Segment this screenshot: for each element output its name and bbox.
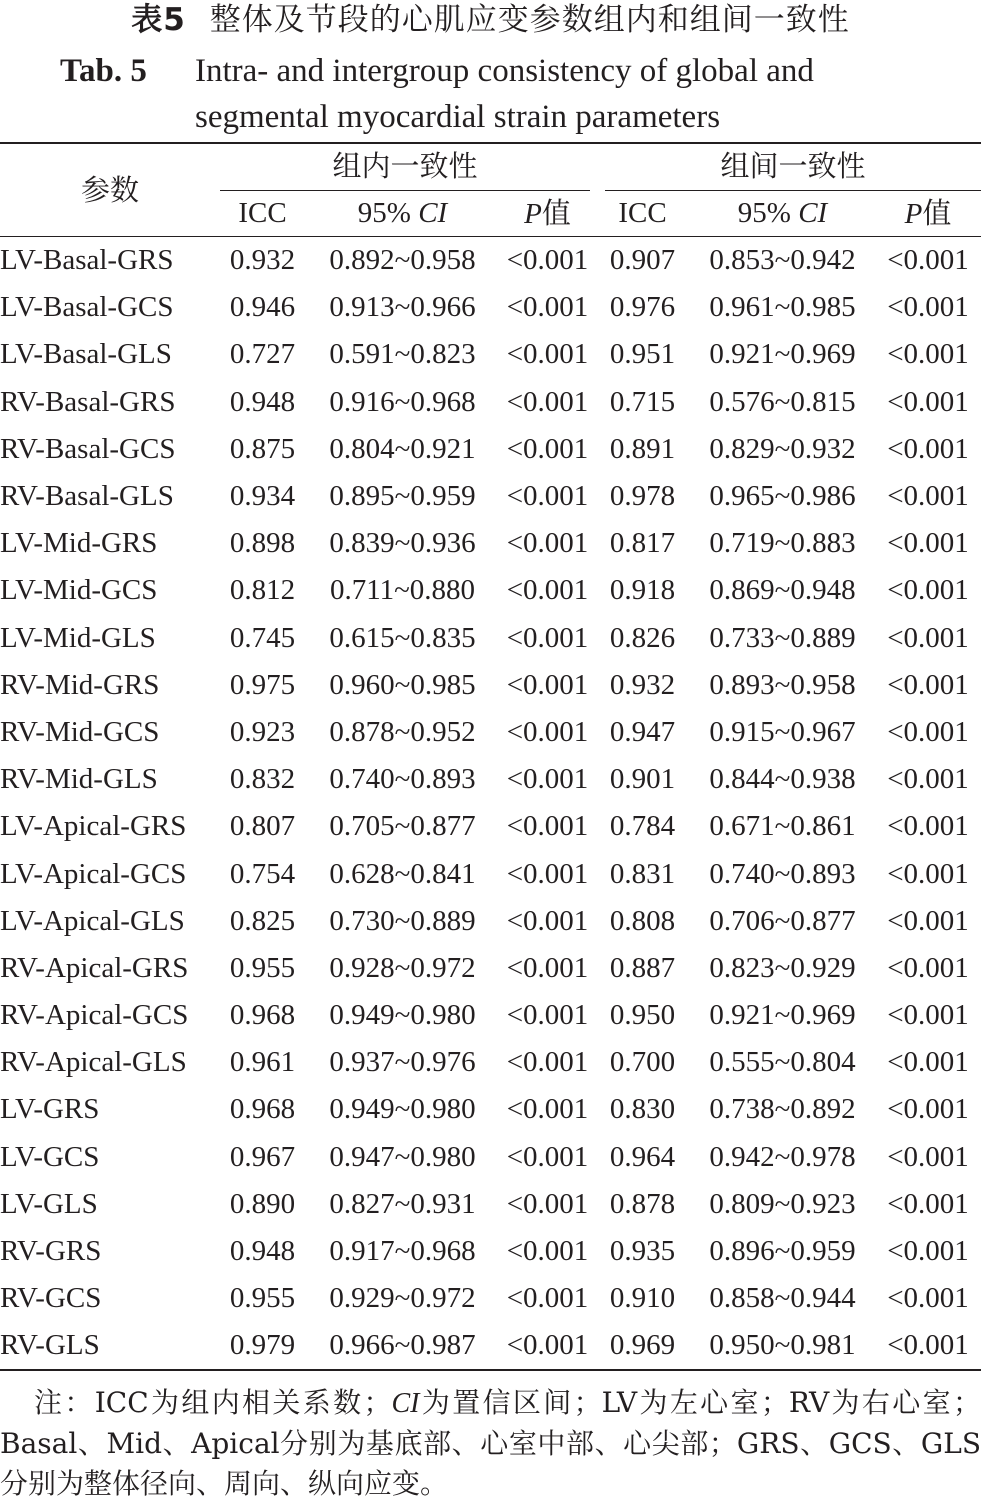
cell-icc1: 0.754 (229, 857, 296, 890)
header-p-label: P (904, 198, 923, 230)
cell-p1: <0.001 (506, 574, 589, 607)
cell-ci1: 0.916~0.968 (329, 385, 476, 418)
cell-icc2: 0.808 (609, 904, 676, 937)
top-rule (0, 142, 981, 144)
cell-p2: <0.001 (887, 668, 969, 701)
group-rule-intra (220, 190, 590, 191)
cell-icc1: 0.934 (229, 480, 296, 513)
cell-p1: <0.001 (506, 1187, 589, 1220)
header-p-suffix: 值 (541, 196, 571, 230)
cell-ci2: 0.719~0.883 (709, 527, 856, 560)
cell-icc2: 0.784 (609, 810, 676, 843)
header-ci-inter (690, 193, 875, 233)
table-body (0, 237, 981, 1370)
table-row (0, 992, 981, 1039)
cell-param: LV-Basal-GLS (0, 338, 172, 371)
header-p-inter (875, 193, 981, 234)
cell-param: LV-GLS (0, 1187, 98, 1220)
table-row (0, 284, 981, 331)
cell-ci1: 0.913~0.966 (329, 291, 476, 324)
table-row (0, 803, 981, 850)
header-icc-inter: ICC (618, 197, 667, 229)
cell-icc2: 0.878 (609, 1187, 676, 1220)
cell-p2: <0.001 (887, 244, 969, 277)
cell-ci2: 0.823~0.929 (709, 951, 856, 984)
cell-p2: <0.001 (887, 1187, 969, 1220)
cell-ci2: 0.576~0.815 (709, 385, 856, 418)
table-row (0, 473, 981, 520)
cell-p1: <0.001 (506, 244, 589, 277)
cell-param: RV-GRS (0, 1235, 102, 1268)
cell-ci1: 0.804~0.921 (329, 432, 476, 465)
cell-p2: <0.001 (887, 291, 969, 324)
cell-icc1: 0.955 (229, 1282, 296, 1315)
cell-icc1: 0.832 (229, 763, 296, 796)
cell-icc1: 0.948 (229, 385, 296, 418)
cell-ci1: 0.827~0.931 (329, 1187, 476, 1220)
cell-p1: <0.001 (506, 527, 589, 560)
cell-icc2: 0.969 (609, 1329, 676, 1362)
table-row (0, 662, 981, 709)
table-row (0, 898, 981, 945)
cell-p1: <0.001 (506, 715, 589, 748)
cell-p1: <0.001 (506, 1282, 589, 1315)
cell-ci2: 0.921~0.969 (709, 338, 856, 371)
cell-ci2: 0.829~0.932 (709, 432, 856, 465)
cell-param: RV-Apical-GCS (0, 999, 189, 1032)
cell-ci2: 0.844~0.938 (709, 763, 856, 796)
table-row (0, 1322, 981, 1369)
table-row (0, 709, 981, 756)
cell-icc1: 0.946 (229, 291, 296, 324)
table-row (0, 567, 981, 614)
cell-p1: <0.001 (506, 480, 589, 513)
cell-icc2: 0.951 (609, 338, 676, 371)
cell-icc1: 0.923 (229, 715, 296, 748)
header-ci-label: CI (418, 197, 448, 229)
cell-icc1: 0.898 (229, 527, 296, 560)
table-row (0, 1086, 981, 1133)
cell-param: RV-Basal-GLS (0, 480, 174, 513)
cell-icc2: 0.947 (609, 715, 676, 748)
cell-param: LV-Basal-GRS (0, 244, 174, 277)
cell-icc2: 0.950 (609, 999, 676, 1032)
header-p-intra (500, 193, 595, 234)
table-row (0, 1181, 981, 1228)
cell-p1: <0.001 (506, 1329, 589, 1362)
table-title-en-line2: segmental myocardial strain parameters (195, 99, 721, 135)
cell-ci2: 0.809~0.923 (709, 1187, 856, 1220)
cell-ci1: 0.917~0.968 (329, 1235, 476, 1268)
header-icc-intra: ICC (238, 197, 287, 229)
cell-p1: <0.001 (506, 999, 589, 1032)
cell-ci1: 0.839~0.936 (329, 527, 476, 560)
cell-param: LV-Mid-GRS (0, 527, 158, 560)
table-title-en (60, 48, 940, 140)
cell-p1: <0.001 (506, 668, 589, 701)
cell-icc1: 0.967 (229, 1140, 296, 1173)
cell-param: LV-Apical-GLS (0, 904, 185, 937)
cell-icc1: 0.955 (229, 951, 296, 984)
cell-param: LV-Mid-GCS (0, 574, 158, 607)
table-row (0, 1134, 981, 1181)
cell-ci1: 0.730~0.889 (329, 904, 476, 937)
cell-p1: <0.001 (506, 1235, 589, 1268)
cell-ci2: 0.893~0.958 (709, 668, 856, 701)
cell-p2: <0.001 (887, 951, 969, 984)
cell-icc2: 0.700 (609, 1046, 676, 1079)
cell-icc2: 0.826 (609, 621, 676, 654)
cell-ci1: 0.895~0.959 (329, 480, 476, 513)
header-ci-label: CI (798, 197, 828, 229)
cell-icc2: 0.887 (609, 951, 676, 984)
cell-p1: <0.001 (506, 951, 589, 984)
table-row (0, 331, 981, 378)
cell-p2: <0.001 (887, 1140, 969, 1173)
cell-ci2: 0.961~0.985 (709, 291, 856, 324)
cell-ci1: 0.892~0.958 (329, 244, 476, 277)
table-row (0, 615, 981, 662)
cell-p1: <0.001 (506, 1046, 589, 1079)
cell-p2: <0.001 (887, 527, 969, 560)
cell-p2: <0.001 (887, 1093, 969, 1126)
header-ci-prefix: 95% (357, 197, 419, 229)
cell-param: RV-Apical-GLS (0, 1046, 187, 1079)
cell-icc1: 0.968 (229, 999, 296, 1032)
cell-ci2: 0.921~0.969 (709, 999, 856, 1032)
cell-param: LV-Apical-GRS (0, 810, 187, 843)
cell-param: LV-Basal-GCS (0, 291, 174, 324)
cell-param: RV-Basal-GRS (0, 385, 176, 418)
cell-p2: <0.001 (887, 1329, 969, 1362)
cell-ci1: 0.628~0.841 (329, 857, 476, 890)
cell-ci2: 0.942~0.978 (709, 1140, 856, 1173)
cell-param: LV-Apical-GCS (0, 857, 187, 890)
cell-param: RV-Mid-GRS (0, 668, 160, 701)
cell-param: LV-GRS (0, 1093, 100, 1126)
cell-p2: <0.001 (887, 763, 969, 796)
cell-p1: <0.001 (506, 385, 589, 418)
cell-ci2: 0.738~0.892 (709, 1093, 856, 1126)
cell-p1: <0.001 (506, 904, 589, 937)
header-group-inter: 组间一致性 (720, 149, 866, 183)
table-title-en-line1: Intra- and intergroup consistency of global and (195, 53, 814, 89)
table-row (0, 756, 981, 803)
table-title-cn-text: 整体及节段的心肌应变参数组内和组间一致性 (209, 2, 850, 38)
cell-p2: <0.001 (887, 338, 969, 371)
cell-icc1: 0.727 (229, 338, 296, 371)
cell-ci1: 0.949~0.980 (329, 999, 476, 1032)
cell-icc2: 0.907 (609, 244, 676, 277)
cell-param: LV-GCS (0, 1140, 100, 1173)
cell-ci1: 0.928~0.972 (329, 951, 476, 984)
cell-p2: <0.001 (887, 999, 969, 1032)
note-prefix: 注：ICC为组内相关系数； (34, 1386, 392, 1419)
cell-icc2: 0.817 (609, 527, 676, 560)
cell-icc1: 0.961 (229, 1046, 296, 1079)
cell-icc2: 0.831 (609, 857, 676, 890)
cell-ci1: 0.740~0.893 (329, 763, 476, 796)
note-ci-label: CI (391, 1388, 420, 1419)
cell-ci1: 0.966~0.987 (329, 1329, 476, 1362)
cell-icc2: 0.910 (609, 1282, 676, 1315)
cell-icc1: 0.745 (229, 621, 296, 654)
cell-p2: <0.001 (887, 574, 969, 607)
cell-icc2: 0.964 (609, 1140, 676, 1173)
cell-ci1: 0.591~0.823 (329, 338, 476, 371)
cell-icc2: 0.715 (609, 385, 676, 418)
cell-ci1: 0.947~0.980 (329, 1140, 476, 1173)
cell-ci2: 0.896~0.959 (709, 1235, 856, 1268)
table-row (0, 1228, 981, 1275)
cell-param: RV-Mid-GCS (0, 715, 160, 748)
cell-p2: <0.001 (887, 1046, 969, 1079)
cell-ci1: 0.949~0.980 (329, 1093, 476, 1126)
cell-icc1: 0.932 (229, 244, 296, 277)
cell-p2: <0.001 (887, 810, 969, 843)
cell-icc1: 0.968 (229, 1093, 296, 1126)
cell-ci2: 0.706~0.877 (709, 904, 856, 937)
cell-ci1: 0.615~0.835 (329, 621, 476, 654)
cell-p1: <0.001 (506, 291, 589, 324)
table-note (0, 1383, 981, 1504)
cell-p2: <0.001 (887, 480, 969, 513)
cell-param: RV-GCS (0, 1282, 102, 1315)
header-ci-intra (305, 193, 500, 233)
cell-p1: <0.001 (506, 763, 589, 796)
cell-p1: <0.001 (506, 1140, 589, 1173)
table-row (0, 850, 981, 897)
cell-icc1: 0.825 (229, 904, 296, 937)
consistency-table (0, 237, 981, 1370)
note-rest: 为置信区间；LV为左心室；RV为右心室；Basal、Mid、Apical分别为基底部、心室中部、心尖部；GRS、GCS、GLS分别为整体径向、周向、纵向应变。 (0, 1386, 981, 1500)
table-row (0, 379, 981, 426)
cell-p2: <0.001 (887, 857, 969, 890)
table-row (0, 1039, 981, 1086)
cell-p2: <0.001 (887, 432, 969, 465)
cell-p1: <0.001 (506, 432, 589, 465)
cell-ci1: 0.711~0.880 (329, 574, 476, 607)
cell-ci1: 0.960~0.985 (329, 668, 476, 701)
cell-p1: <0.001 (506, 857, 589, 890)
cell-ci2: 0.858~0.944 (709, 1282, 856, 1315)
cell-ci1: 0.878~0.952 (329, 715, 476, 748)
cell-ci2: 0.671~0.861 (709, 810, 856, 843)
cell-icc2: 0.978 (609, 480, 676, 513)
cell-icc1: 0.975 (229, 668, 296, 701)
cell-icc2: 0.932 (609, 668, 676, 701)
cell-icc2: 0.891 (609, 432, 676, 465)
cell-icc1: 0.812 (229, 574, 296, 607)
table-number-cn: 表5 (131, 2, 186, 38)
cell-ci2: 0.853~0.942 (709, 244, 856, 277)
cell-param: RV-Apical-GRS (0, 951, 189, 984)
header-p-label: P (524, 198, 542, 230)
cell-p1: <0.001 (506, 1093, 589, 1126)
cell-p2: <0.001 (887, 1235, 969, 1268)
cell-p2: <0.001 (887, 621, 969, 654)
table-row (0, 520, 981, 567)
group-rule-inter (605, 190, 981, 191)
cell-icc1: 0.807 (229, 810, 296, 843)
cell-icc1: 0.875 (229, 432, 296, 465)
cell-ci1: 0.937~0.976 (329, 1046, 476, 1079)
header-p-suffix: 值 (922, 196, 952, 230)
cell-p2: <0.001 (887, 715, 969, 748)
cell-p1: <0.001 (506, 621, 589, 654)
cell-param: LV-Mid-GLS (0, 621, 156, 654)
cell-ci2: 0.740~0.893 (709, 857, 856, 890)
cell-param: RV-GLS (0, 1329, 100, 1362)
cell-ci1: 0.705~0.877 (329, 810, 476, 843)
cell-icc2: 0.976 (609, 291, 676, 324)
cell-ci2: 0.869~0.948 (709, 574, 856, 607)
cell-ci1: 0.929~0.972 (329, 1282, 476, 1315)
cell-icc1: 0.890 (229, 1187, 296, 1220)
cell-icc1: 0.979 (229, 1329, 296, 1362)
cell-icc1: 0.948 (229, 1235, 296, 1268)
header-ci-prefix: 95% (737, 197, 799, 229)
cell-param: RV-Basal-GCS (0, 432, 176, 465)
table-title-cn (0, 0, 981, 40)
cell-ci2: 0.555~0.804 (709, 1046, 856, 1079)
table-row (0, 945, 981, 992)
cell-p1: <0.001 (506, 810, 589, 843)
header-param: 参数 (80, 173, 139, 207)
cell-ci2: 0.965~0.986 (709, 480, 856, 513)
cell-p1: <0.001 (506, 338, 589, 371)
header-group-intra: 组内一致性 (332, 149, 478, 183)
cell-p2: <0.001 (887, 1282, 969, 1315)
table-number-en: Tab. 5 (60, 53, 147, 89)
cell-param: RV-Mid-GLS (0, 763, 158, 796)
cell-ci2: 0.915~0.967 (709, 715, 856, 748)
cell-ci2: 0.733~0.889 (709, 621, 856, 654)
cell-p2: <0.001 (887, 904, 969, 937)
cell-icc2: 0.918 (609, 574, 676, 607)
cell-ci2: 0.950~0.981 (709, 1329, 856, 1362)
table-row (0, 237, 981, 284)
table-row (0, 1275, 981, 1322)
cell-p2: <0.001 (887, 385, 969, 418)
table-row (0, 426, 981, 473)
cell-icc2: 0.901 (609, 763, 676, 796)
cell-icc2: 0.830 (609, 1093, 676, 1126)
cell-icc2: 0.935 (609, 1235, 676, 1268)
